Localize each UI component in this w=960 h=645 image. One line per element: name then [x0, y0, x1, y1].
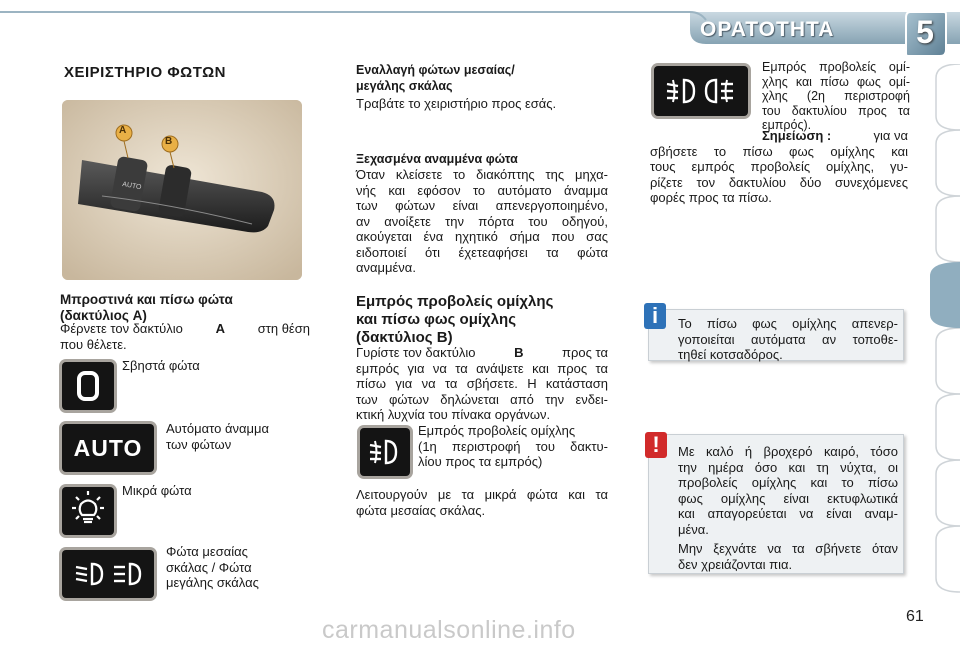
forgot-text: Όταν κλείσετε το διακόπτης της μηχα- νής και εφόσον το αυτόματο άναμμα των φώτων είναι απενεργοποιημένο, αν ανοίξετε την πόρτα του οδηγού, ακούγεται ένα ηχητικό σήμα που σας ειδοποιεί ότι έχετεαφήσει τα φώτα αναμμένα.	[356, 167, 608, 275]
sidelights-icon	[62, 487, 114, 535]
front-fog-text: Εμπρός προβολείς ομίχλης (1η περιστροφή του δακτυ- λίου προς τα εμπρός)	[418, 423, 608, 469]
rear-fog-text: Εμπρός προβολείς ομί- χλης και πίσω φως ομί- χλης (2η περιστροφή του δακτυλίου προς τα εμπρός).	[762, 60, 910, 132]
chapter-number: 5	[916, 14, 934, 50]
item-off-label: Σβηστά φώτα	[122, 358, 200, 373]
callout-b: B	[165, 136, 173, 147]
rear-fog-icon	[654, 66, 748, 116]
svg-text:AUTO: AUTO	[121, 181, 142, 192]
chapter-title: ΟΡΑΤΟΤΗΤΑ	[700, 18, 835, 41]
forgot-title: Ξεχασμένα αναμμένα φώτα	[356, 152, 518, 166]
light-stalk-photo	[62, 100, 302, 280]
fog-title: Εμπρός προβολείς ομίχλης και πίσω φως ομίχλης (δακτύλιος B)	[356, 293, 554, 346]
fog-text: Γυρίστε τον δακτύλιο B προς τα εμπρός για να τα ανάψετε και προς τα πίσω για να τα σβήσετε. Η κατάσταση των φώτων δηλώνεται από την ενδει- κτική λυχνία του πίνακα οργάνων.	[356, 345, 608, 422]
callout-a: A	[119, 125, 127, 136]
section-a-title: Μπροστινά και πίσω φώτα (δακτύλιος A)	[60, 292, 233, 323]
switch-text: Τραβάτε το χειριστήριο προς εσάς.	[356, 96, 557, 111]
info-icon: i	[644, 303, 666, 329]
item-headlights-label: Φώτα μεσαίας σκάλας / Φώτα μεγάλης σκάλας	[166, 544, 259, 590]
warning-icon: !	[645, 432, 667, 458]
section-title: ΧΕΙΡΙΣΤΗΡΙΟ ΦΩΤΩΝ	[64, 64, 226, 81]
info-text: Το πίσω φως ομίχλης απενερ- γοποιείται αυτόματα αν τοποθε- τηθεί κοτσαδόρος.	[678, 316, 898, 362]
item-sidelights-label: Μικρά φώτα	[122, 483, 192, 498]
section-a-text: Φέρνετε τον δακτύλιο A στη θέση που θέλετε.	[60, 321, 310, 352]
off-symbol-icon	[62, 362, 114, 410]
headlights-icon	[62, 550, 154, 598]
auto-text-icon: AUTO	[62, 424, 154, 472]
switch-title: Εναλλαγή φώτων μεσαίας/ μεγάλης σκάλας	[356, 63, 515, 93]
note-text: Σημείωση : για να σβήσετε το πίσω φως ομίχλης και τους εμπρός προβολείς ομίχλης, γυ- ρίζετε τον δακτυλίου δύο συνεχόμενες φορές προς τα πίσω.	[650, 128, 908, 205]
chapter-tabs[interactable]	[928, 64, 960, 604]
warning-text: Με καλό ή βροχερό καιρό, τόσο την ημέρα όσο και τη νύχτα, οι προβολείς ομίχλης και το πίσω φως ομίχλης είναι εκτυφλωτικά και απαγορεύεται να είναι αναμ- μένα. Μην ξεχνάτε να τα σβήνετε όταν δεν χρειάζονται πια.	[678, 444, 898, 572]
page-number: 61	[906, 608, 924, 625]
watermark: carmanualsonline.info	[322, 616, 576, 644]
item-auto-label: Αυτόματο άναμμα των φώτων	[166, 421, 269, 452]
fog-operation-text: Λειτουργούν με τα μικρά φώτα και τα φώτα μεσαίας σκάλας.	[356, 487, 608, 518]
front-fog-icon	[360, 428, 410, 476]
